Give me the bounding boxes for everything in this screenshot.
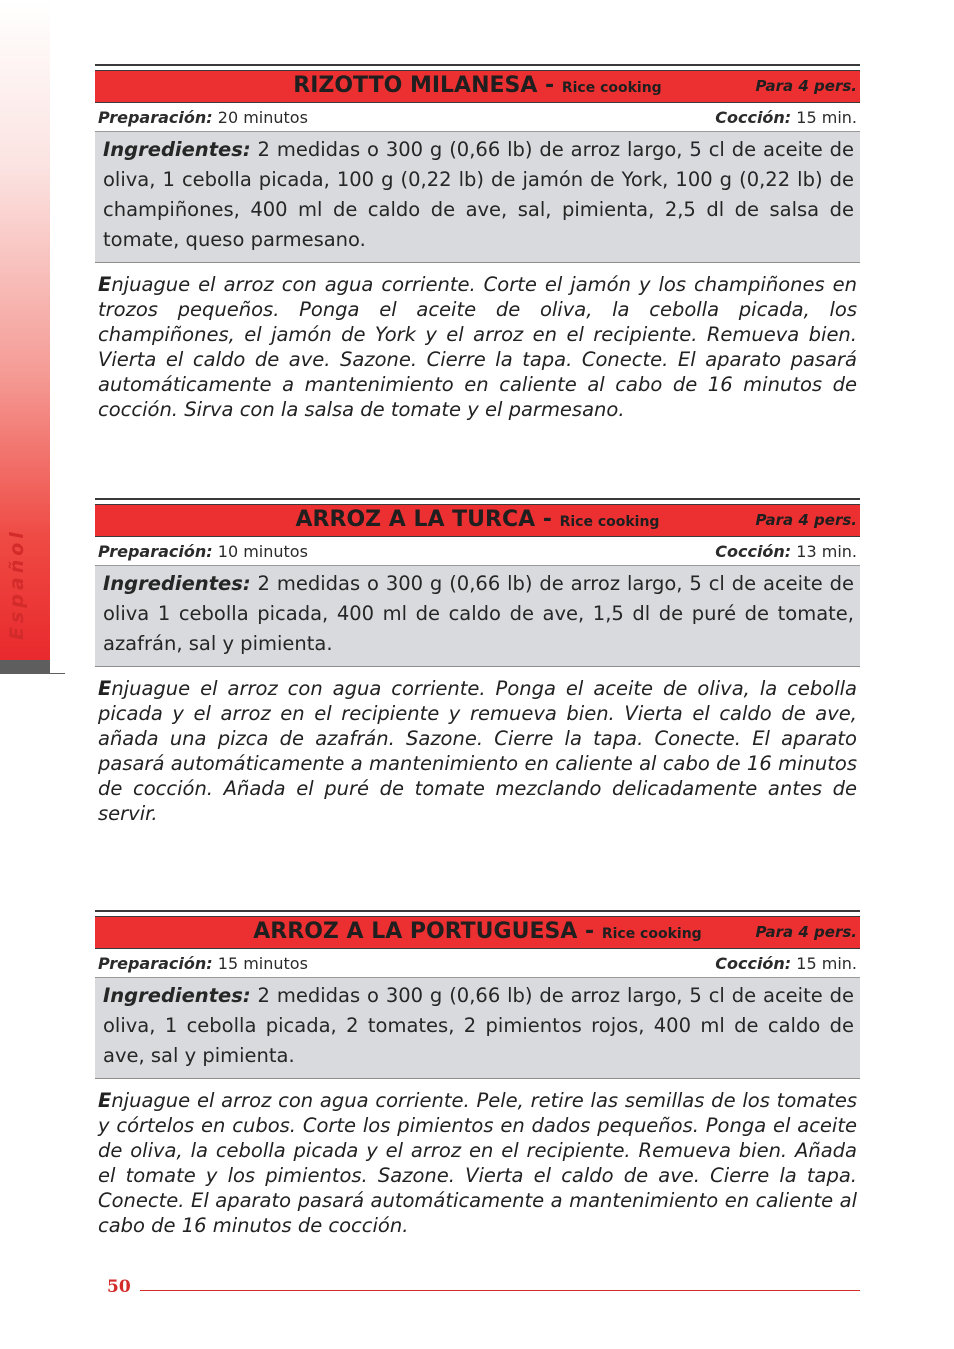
recipe-instructions <box>95 1088 860 1238</box>
recipe-top-rule <box>95 64 860 66</box>
cook-value: 15 min. <box>791 954 857 973</box>
recipe-servings: Para 4 pers. <box>755 923 857 941</box>
recipe-title-bar <box>95 504 860 537</box>
instructions-initial: E <box>98 273 112 296</box>
language-tab-rule <box>50 673 65 674</box>
recipe-title <box>95 919 860 944</box>
instructions-text: njuague el arroz con agua corriente. Corte el jamón y los champiñones en trozos pequeños. Ponga el aceite de oliva, la cebolla picada, los champiñones, el jamón de York y el arroz en el recipiente. Remueva bien. Vierta el caldo de ave. Sazone. Cierre la tapa. Conecte. El aparato pasará automáticamente a mantenimiento en caliente al cabo de 16 minutos de cocción. Sirva con la salsa de tomate y el parmesano. <box>98 273 857 421</box>
footer-rule <box>140 1290 860 1291</box>
cook-time <box>715 954 857 973</box>
prep-label: Preparación: <box>98 108 213 127</box>
cook-value: 13 min. <box>791 542 857 561</box>
cook-time <box>715 542 857 561</box>
recipe-servings: Para 4 pers. <box>755 511 857 529</box>
recipe-top-rule <box>95 910 860 912</box>
instructions-text: njuague el arroz con agua corriente. Pele, retire las semillas de los tomates y córtelos en cubos. Corte los pimientos en dados pequeños. Ponga el aceite de oliva, la cebolla picada y el arroz en el recipiente. Remueva bien. Añada el tomate y los pimientos. Sazone. Vierta el caldo de ave. Cierre la tapa. Conecte. El aparato pasará automáticamente a mantenimiento en caliente al cabo de 16 minutos de cocción. <box>98 1089 857 1237</box>
cook-label: Cocción: <box>715 542 792 561</box>
prep-label: Preparación: <box>98 542 213 561</box>
recipe-instructions <box>95 676 860 826</box>
recipe-title-main: RIZOTTO MILANESA - <box>293 73 562 98</box>
instructions-text: njuague el arroz con agua corriente. Ponga el aceite de oliva, la cebolla picada y el arroz en el recipiente y remueva bien. Vierta el caldo de ave, añada una pizca de azafrán. Sazone. Cierre la tapa. Conecte. El aparato pasará automáticamente a mantenimiento en caliente al cabo de 16 minutos de cocción. Añada el puré de tomate mezclando delicadamente antes de servir. <box>98 677 857 825</box>
ingredients-text: 2 medidas o 300 g (0,66 lb) de arroz largo, 5 cl de aceite de oliva, 1 cebolla picada, 100 g (0,22 lb) de jamón de York, 100 g (0,22 lb) de champiñones, 400 ml de caldo de ave, sal, pimienta, 2,5 dl de salsa de tomate, queso parmesano. <box>103 138 854 251</box>
prep-time <box>98 954 308 973</box>
cook-value: 15 min. <box>791 108 857 127</box>
recipe-title-bar <box>95 916 860 949</box>
ingredients-text: 2 medidas o 300 g (0,66 lb) de arroz largo, 5 cl de aceite de oliva, 1 cebolla picada, 2 tomates, 2 pimientos rojos, 400 ml de caldo de ave, sal y pimienta. <box>103 984 854 1067</box>
recipe-instructions <box>95 272 860 422</box>
ingredients-text: 2 medidas o 300 g (0,66 lb) de arroz largo, 5 cl de aceite de oliva 1 cebolla picada, 400 ml de caldo de ave, 1,5 dl de puré de tomate, azafrán, sal y pimienta. <box>103 572 854 655</box>
recipe-timing-row <box>95 949 860 978</box>
recipe-rizotto-milanesa <box>95 64 860 422</box>
language-label <box>6 600 28 640</box>
recipe-title-sub: Rice cooking <box>559 514 660 530</box>
recipe-timing-row <box>95 103 860 132</box>
cook-label: Cocción: <box>715 108 792 127</box>
instructions-initial: E <box>98 1089 112 1112</box>
recipe-title-bar <box>95 70 860 103</box>
recipe-title-main: ARROZ A LA PORTUGUESA - <box>253 919 602 944</box>
page-number: 50 <box>107 1277 131 1297</box>
recipe-ingredients <box>95 978 860 1079</box>
cook-label: Cocción: <box>715 954 792 973</box>
recipe-top-rule <box>95 498 860 500</box>
cook-time <box>715 108 857 127</box>
prep-value: 10 minutos <box>212 542 308 561</box>
recipe-arroz-turca <box>95 498 860 826</box>
recipe-ingredients <box>95 132 860 263</box>
ingredients-label: Ingredientes: <box>103 984 251 1007</box>
prep-value: 20 minutos <box>212 108 308 127</box>
ingredients-label: Ingredientes: <box>103 572 251 595</box>
recipe-title-sub: Rice cooking <box>561 80 662 96</box>
prep-value: 15 minutos <box>212 954 308 973</box>
recipe-title-sub: Rice cooking <box>601 926 702 942</box>
language-tab-base <box>0 660 50 674</box>
prep-label: Preparación: <box>98 954 213 973</box>
recipe-servings: Para 4 pers. <box>755 77 857 95</box>
recipe-timing-row <box>95 537 860 566</box>
prep-time <box>98 108 308 127</box>
recipe-title-main: ARROZ A LA TURCA - <box>295 507 560 532</box>
prep-time <box>98 542 308 561</box>
recipe-title <box>95 507 860 532</box>
recipe-ingredients <box>95 566 860 667</box>
instructions-initial: E <box>98 677 112 700</box>
recipe-title <box>95 73 860 98</box>
ingredients-label: Ingredientes: <box>103 138 251 161</box>
recipe-arroz-portuguesa <box>95 910 860 1238</box>
